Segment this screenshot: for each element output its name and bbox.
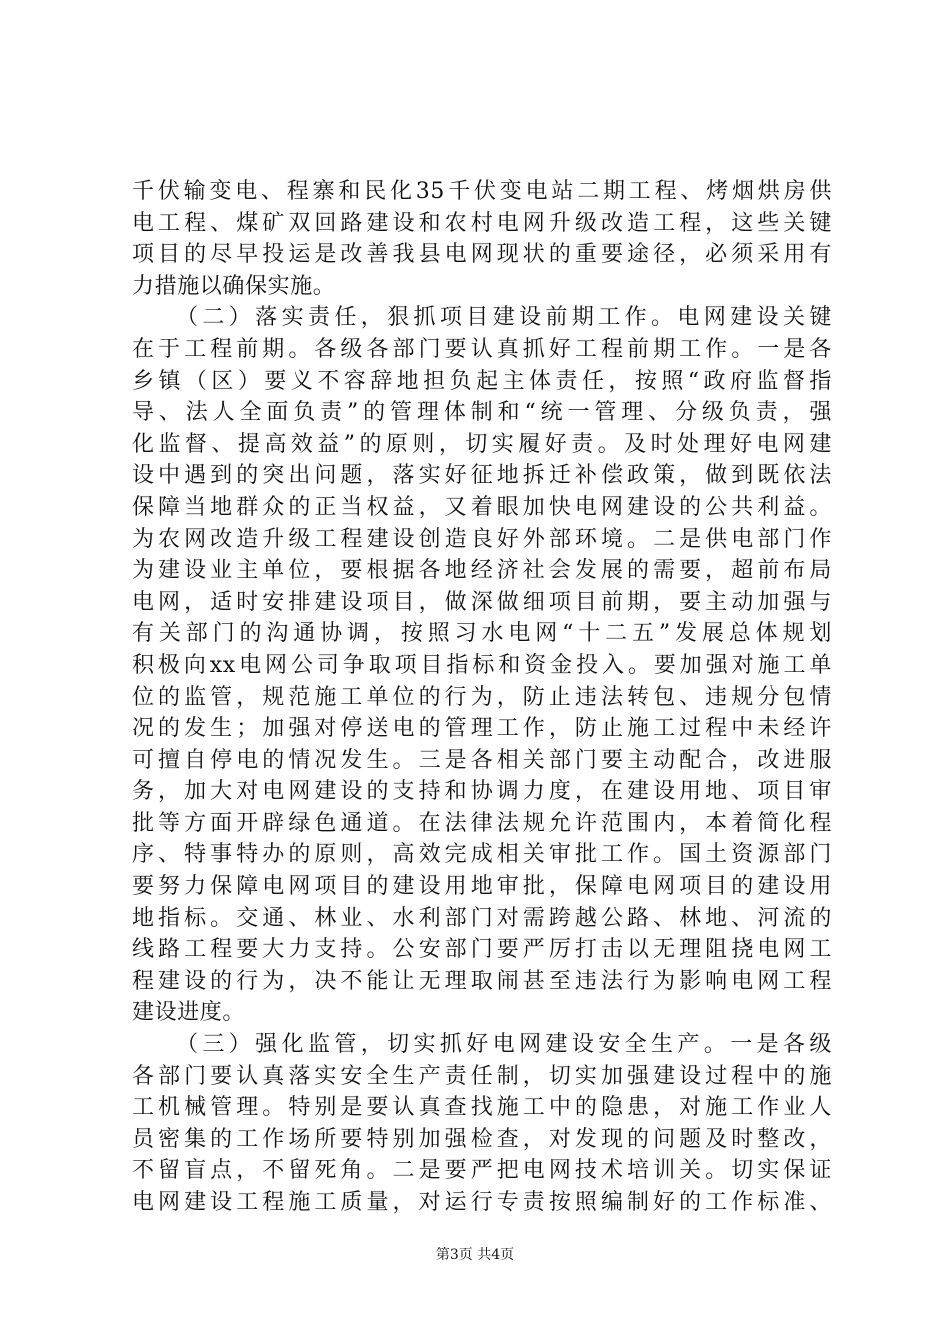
text-line: 况的发生；加强对停送电的管理工作，防止施工过程中未经许: [132, 716, 832, 742]
text-line: 位的监管，规范施工单位的行为，防止违法转包、违规分包情: [132, 684, 832, 710]
text-line: 保障当地群众的正当权益，又着眼加快电网建设的公共利益。: [132, 494, 832, 520]
text-line: 导、法人全面负责”的管理体制和“统一管理、分级负责，强: [132, 400, 832, 426]
text-line: 电网，适时安排建设项目，做深做细项目前期，要主动加强与: [132, 589, 832, 615]
text-line: 要努力保障电网项目的建设用地审批，保障电网项目的建设用: [132, 874, 832, 900]
text-line: 设中遇到的突出问题，落实好征地拆迁补偿政策，做到既依法: [132, 463, 832, 489]
document-body: [132, 176, 832, 1219]
page-footer: 第3页 共4页: [435, 1247, 515, 1263]
text-line: （二）落实责任，狠抓项目建设前期工作。电网建设关键: [176, 305, 832, 331]
text-line: 有关部门的沟通协调，按照习水电网“十二五”发展总体规划: [132, 621, 832, 647]
text-line: 序、特事特办的原则，高效完成相关审批工作。国土资源部门: [132, 842, 832, 868]
text-line: 为农网改造升级工程建设创造良好外部环境。二是供电部门作: [132, 526, 832, 552]
text-line: 建设进度。: [132, 1000, 246, 1026]
text-line: 在于工程前期。各级各部门要认真抓好工程前期工作。一是各: [132, 336, 832, 362]
text-line: 批等方面开辟绿色通道。在法律法规允许范围内，本着简化程: [132, 810, 832, 836]
text-line: （三）强化监管，切实抓好电网建设安全生产。一是各级: [176, 1032, 832, 1058]
text-line: 各部门要认真落实安全生产责任制，切实加强建设过程中的施: [132, 1063, 832, 1089]
text-line: 千伏输变电、程寨和民化35千伏变电站二期工程、烤烟烘房供: [132, 179, 832, 204]
text-line: 电工程、煤矿双回路建设和农村电网升级改造工程，这些关键: [132, 210, 832, 236]
text-line: 项目的尽早投运是改善我县电网现状的重要途径，必须采用有: [132, 242, 832, 268]
text-line: 线路工程要大力支持。公安部门要严厉打击以无理阻挠电网工: [132, 937, 832, 963]
text-line: 积极向xx电网公司争取项目指标和资金投入。要加强对施工单: [132, 652, 832, 678]
text-line: 乡镇（区）要义不容辞地担负起主体责任，按照“政府监督指: [132, 368, 832, 394]
text-line: 不留盲点，不留死角。二是要严把电网技术培训关。切实保证: [132, 1158, 832, 1184]
text-line: 电网建设工程施工质量，对运行专责按照编制好的工作标准、: [132, 1190, 832, 1215]
text-line: 可擅自停电的情况发生。三是各相关部门要主动配合，改进服: [132, 747, 832, 773]
text-line: 力措施以确保实施。: [132, 273, 336, 299]
text-line: 程建设的行为，决不能让无理取闹甚至违法行为影响电网工程: [132, 968, 832, 994]
text-line: 工机械管理。特别是要认真查找施工中的隐患，对施工作业人: [132, 1095, 832, 1121]
text-line: 务，加大对电网建设的支持和协调力度，在建设用地、项目审: [132, 779, 832, 805]
text-line: 员密集的工作场所要特别加强检查，对发现的问题及时整改，: [132, 1126, 832, 1152]
text-line: 为建设业主单位，要根据各地经济社会发展的需要，超前布局: [132, 558, 832, 584]
text-line: 化监督、提高效益”的原则，切实履好责。及时处理好电网建: [132, 431, 832, 457]
text-line: 地指标。交通、林业、水利部门对需跨越公路、林地、河流的: [132, 905, 832, 931]
